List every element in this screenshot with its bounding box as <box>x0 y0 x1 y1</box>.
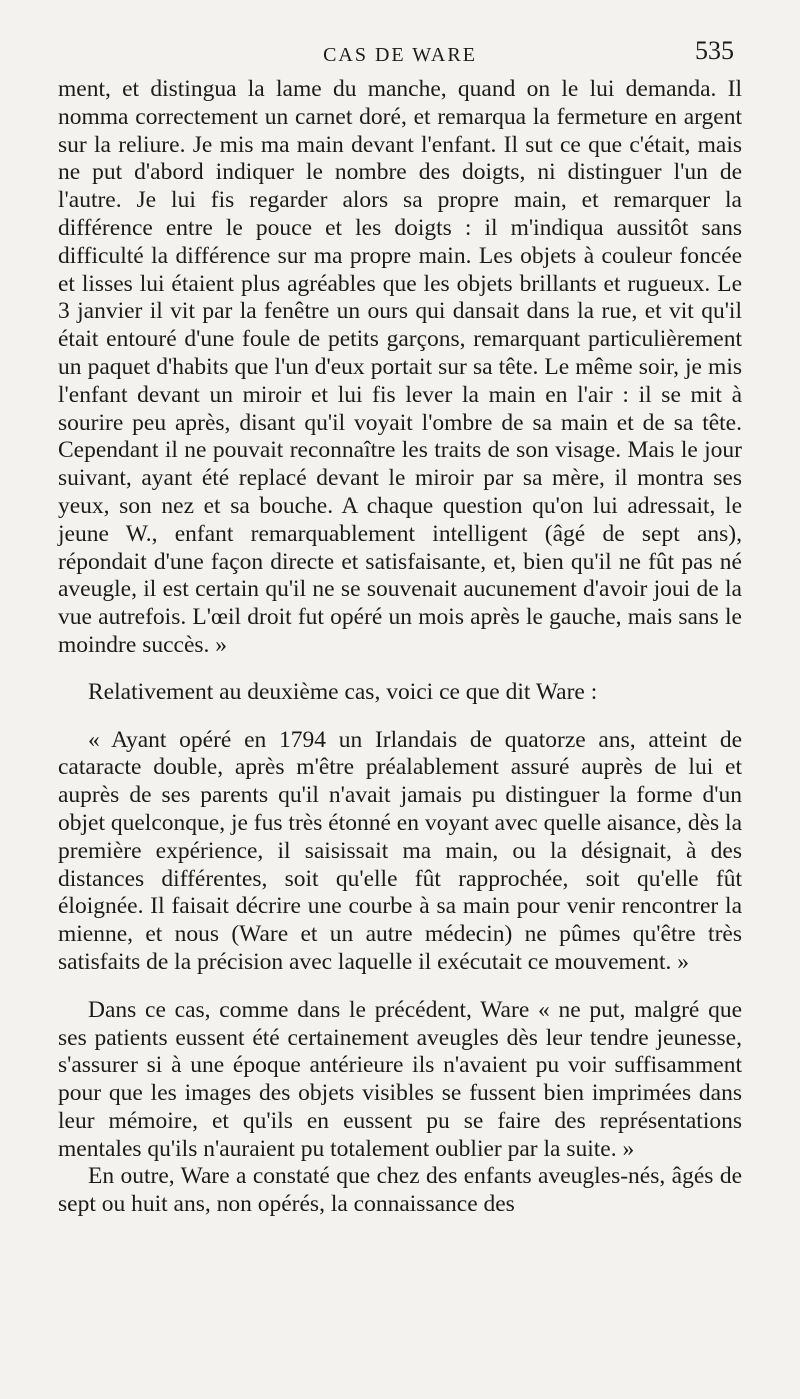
paragraph-quotation: « Ayant opéré en 1794 un Irlandais de quatorze ans, atteint de cataracte double, après m'être préalablement assuré auprès de lui et auprès de ses parents qu'il n'avait jamais pu distinguer la forme d'un objet quelconque, je fus très étonné en voyant avec quelle aisance, dès la première expérience, il saisissait ma main, ou la désignait, à des distances différentes, soit qu'elle fût rapprochée, soit qu'elle fût éloignée. Il faisait décrire une courbe à sa main pour venir rencontrer la mienne, et nous (Ware et un autre médecin) ne pûmes qu'être très satisfaits de la précision avec laquelle il exécutait ce mouvement. » <box>58 726 742 975</box>
running-title: CAS DE WARE <box>323 44 477 66</box>
page-number: 535 <box>695 36 734 65</box>
paragraph-intro-second-case: Relativement au deuxième cas, voici ce que dit Ware : <box>88 678 598 705</box>
paragraph-continuation: ment, et distingua la lame du manche, quand on le lui demanda. Il nomma correctement un carnet doré, et remarqua la fermeture en argent sur la reliure. Je mis ma main devant l'enfant. Il sut ce que c'était, mais ne put d'abord indiquer le nombre des doigts, ni distinguer l'un de l'autre. Je lui fis regarder alors sa propre main, et remarquer la différence entre le pouce et les doigts : il m'indiqua aussitôt sans difficulté la différence sur ma propre main. Les objets à couleur foncée et lisses lui étaient plus agréables que les objets brillants et rugueux. Le 3 janvier il vit par la fenêtre un ours qui dansait dans la rue, et vit qu'il était entouré d'une foule de petits garçons, remarquant particulièrement un paquet d'habits que l'un d'eux portait sur sa tête. Le même soir, je mis l'enfant devant un miroir et lui fis lever la main en l'air : il se mit à sourire peu après, disant qu'il voyait l'ombre de sa main et de sa tête. Cependant il ne pouvait reconnaître les traits de son visage. Mais le jour suivant, ayant été replacé devant le miroir par sa mère, il montra ses yeux, son nez et sa bouche. A chaque question qu'on lui adressait, le jeune W., enfant remarquablement intelligent (âgé de sept ans), répondait d'une façon directe et satisfaisante, et, bien qu'il ne fût pas né aveugle, il est certain qu'il ne se souvenait aucunement d'avoir joui de la vue autrefois. L'œil droit fut opéré un mois après le gauche, mais sans le moindre succès. » <box>58 76 742 658</box>
paragraph-commentary: Dans ce cas, comme dans le précédent, Ware « ne put, malgré que ses patients eussent été certainement aveugles dès leur tendre jeunesse, s'assurer si à une époque antérieure ils n'avaient pu voir suffisamment pour que les images des objets visibles se fussent bien imprimées dans leur mémoire, et qu'ils en eussent pu se faire des représentations mentales qu'ils n'auraient pu totalement oublier par la suite. » <box>58 996 742 1162</box>
body-text <box>58 76 742 1219</box>
paragraph-final: En outre, Ware a constaté que chez des enfants aveugles-nés, âgés de sept ou huit ans, non opérés, la connaissance des <box>58 1163 742 1218</box>
